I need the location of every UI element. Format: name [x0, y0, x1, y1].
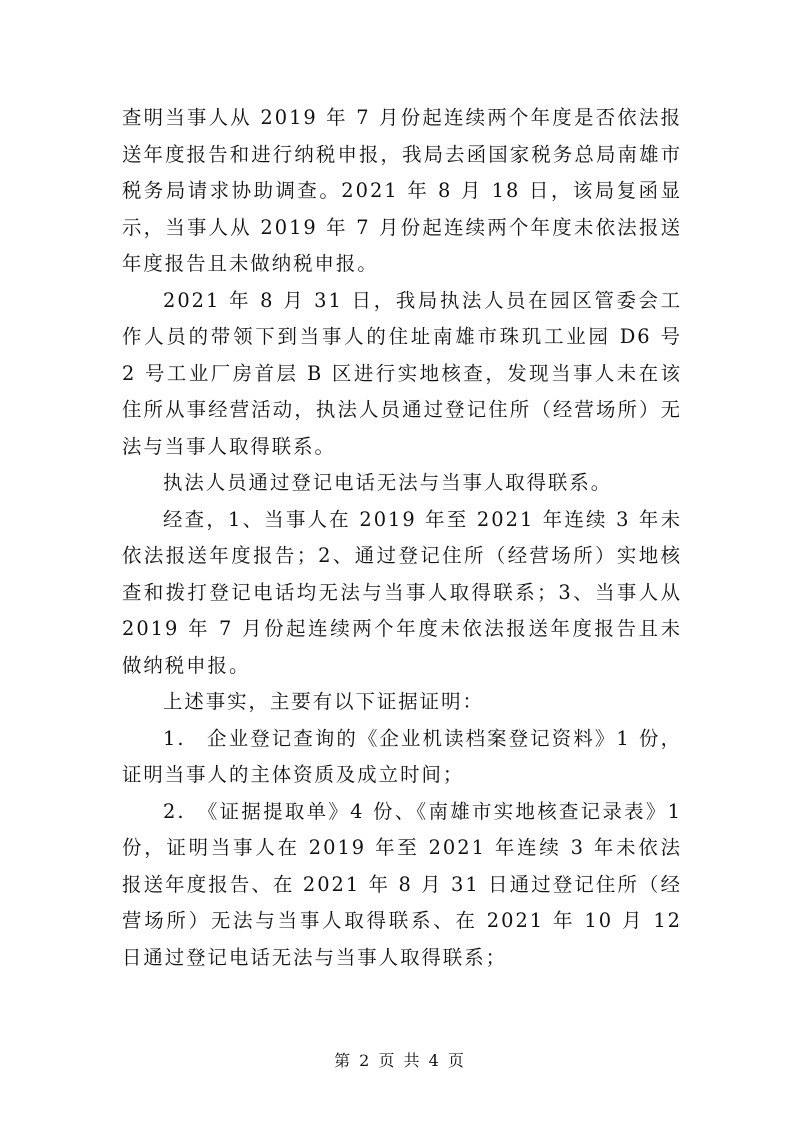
paragraph-investigation-request: 查明当事人从 2019 年 7 月份起连续两个年度是否依法报送年度报告和进行纳税申报，我局去函国家税务总局南雄市税务局请求协助调查。2021 年 8 月 18 日，该局复函显示，当事人从 2019 年 7 月份起连续两个年度未依法报送年度报告且未做纳税申报。	[122, 106, 682, 275]
paragraph-phone-contact: 执法人员通过登记电话无法与当事人取得联系。	[163, 471, 613, 494]
paragraph-evidence-2: 2. 《证据提取单》4 份、《南雄市实地核查记录表》1 份，证明当事人在 2019 年至 2021 年连续 3 年未依法报送年度报告、在 2021 年 8 月 31 日通过登记住所（经营场所）无法与当事人取得联系、在 2021 年 10 月 12 日通过登记电话无法与当事人取得联系；	[122, 799, 682, 969]
document-body	[122, 100, 682, 976]
paragraph-findings: 经查，1、当事人在 2019 年至 2021 年连续 3 年未依法报送年度报告；2、通过登记住所（经营场所）实地核查和拨打登记电话均无法与当事人取得联系；3、当事人从 2019 年 7 月份起连续两个年度未依法报送年度报告且未做纳税申报。	[122, 507, 682, 677]
paragraph-site-inspection: 2021 年 8 月 31 日，我局执法人员在园区管委会工作人员的带领下到当事人的住址南雄市珠玑工业园 D6 号 2 号工业厂房首层 B 区进行实地核查，发现当事人未在该住所从事经营活动，执法人员通过登记住所（经营场所）无法与当事人取得联系。	[122, 288, 682, 458]
page-number-footer: 第 2 页 共 4 页	[334, 1051, 466, 1070]
paragraph-evidence-intro: 上述事实，主要有以下证据证明：	[163, 690, 484, 713]
paragraph-evidence-1: 1. 企业登记查询的《企业机读档案登记资料》1 份，证明当事人的主体资质及成立时间；	[122, 726, 682, 786]
